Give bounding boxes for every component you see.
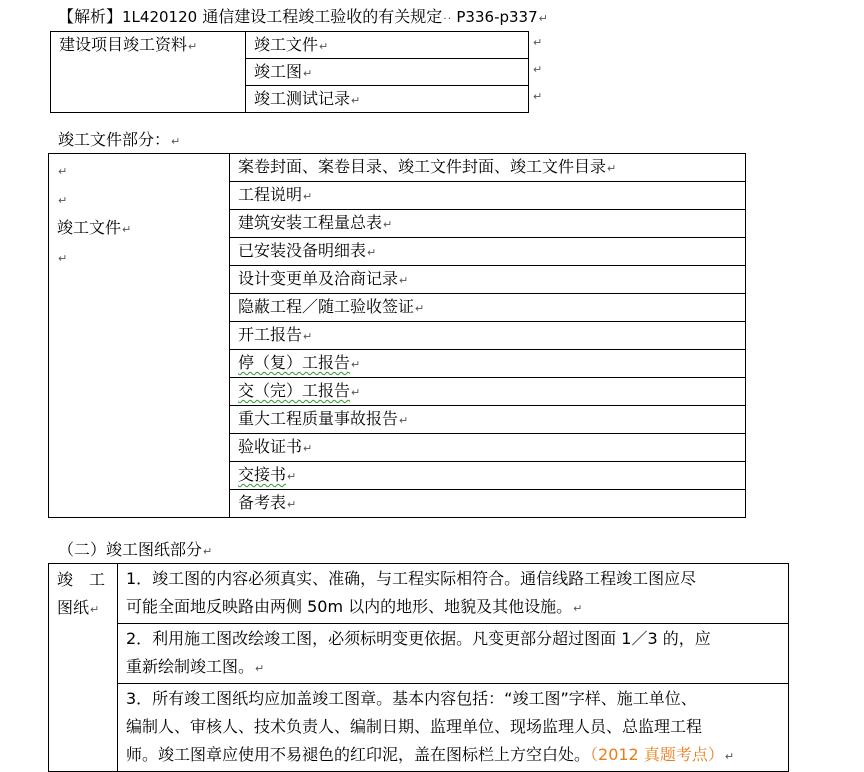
table3-left-cell: 竣 工 图纸↵ — [49, 564, 118, 772]
table2-row: 建筑安装工程量总表↵ — [230, 210, 746, 238]
table-project-materials — [50, 31, 529, 113]
table2-row: 案卷封面、案卷目录、竣工文件封面、竣工文件目录↵ — [230, 154, 746, 182]
table2-row: 重大工程质量事故报告↵ — [230, 406, 746, 434]
table3-row-2: 2．利用施工图改绘竣工图，必须标明变更依据。凡变更部分超过图面 1／3 的，应 重新绘制竣工图。↵ — [118, 624, 789, 684]
table2-left-cell: ↵ ↵ 竣工文件↵ ↵ — [49, 154, 230, 518]
table1-left-cell: 建设项目竣工资料↵ — [51, 32, 246, 113]
page-heading: 【解析】1L420120 通信建设工程竣工验收的有关规定·· P336-p337↵ — [58, 7, 548, 26]
table1-row: 竣工测试记录↵ — [246, 86, 529, 113]
table2-row: 交（完）工报告↵ — [230, 378, 746, 406]
table2-row: 隐蔽工程／随工验收签证↵ — [230, 294, 746, 322]
table2-row: 交接书↵ — [230, 462, 746, 490]
table2-row: 停（复）工报告↵ — [230, 350, 746, 378]
exam-note: （2012 真题考点） — [590, 745, 724, 764]
heading-title: 通信建设工程竣工验收的有关规定 — [202, 7, 443, 26]
heading-bracket: 【解析】 — [58, 7, 123, 26]
table2-row: 工程说明↵ — [230, 182, 746, 210]
table2-row: 设计变更单及洽商记录↵ — [230, 266, 746, 294]
section-title-completion-docs: 竣工文件部分：↵ — [58, 130, 181, 149]
table-completion-drawings — [48, 563, 789, 772]
heading-code: 1L420120 — [122, 8, 198, 26]
table1-row: 竣工图↵ — [246, 59, 529, 86]
table2-row: 验收证书↵ — [230, 434, 746, 462]
table-completion-docs — [48, 153, 746, 518]
table3-row-3: 3．所有竣工图纸均应加盖竣工图章。基本内容包括：“竣工图”字样、施工单位、 编制人、审核人、技术负责人、编制日期、监理单位、现场监理人员、总监理工程 师。竣工图章应使用不易褪色的红印泥，盖在图标栏上方空白处。（2012 真题考点）↵ — [118, 684, 789, 772]
heading-pages: P336-p337 — [456, 8, 538, 26]
table1-row: 竣工文件↵ — [246, 32, 529, 59]
table2-row: 开工报告↵ — [230, 322, 746, 350]
section-title-completion-drawings: （二）竣工图纸部分↵ — [58, 540, 213, 559]
table3-row-1: 1．竣工图的内容必须真实、准确，与工程实际相符合。通信线路工程竣工图应尽 可能全面地反映路由两侧 50m 以内的地形、地貌及其他设施。↵ — [118, 564, 789, 624]
table2-row: 备考表↵ — [230, 490, 746, 518]
table2-row: 已安装没备明细表↵ — [230, 238, 746, 266]
